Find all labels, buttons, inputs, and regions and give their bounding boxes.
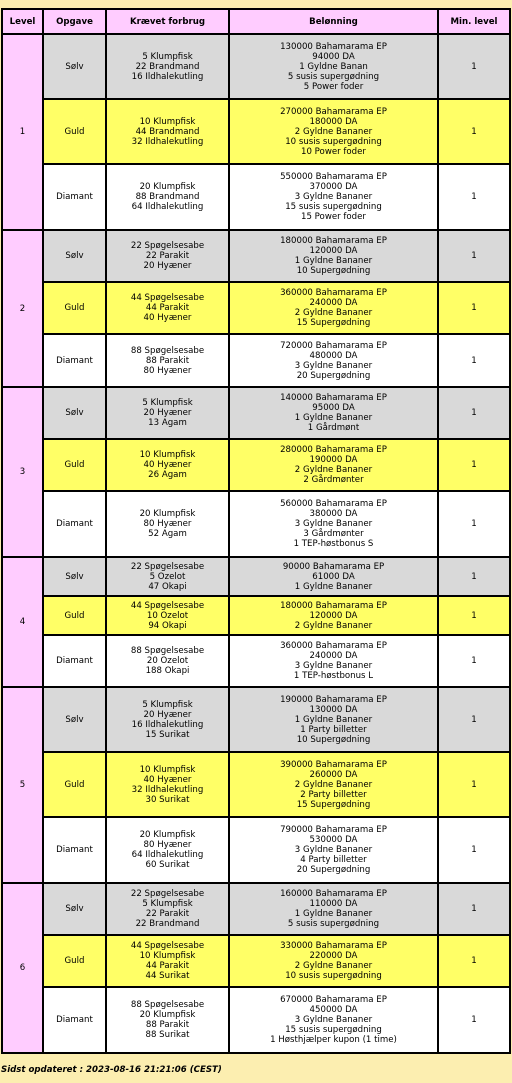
required-line: 47 Okapi	[148, 581, 187, 592]
required-cell	[106, 34, 229, 99]
required-line: 44 Brandmand	[135, 126, 200, 137]
task-cell: Sølv	[43, 883, 106, 935]
reward-line: 120000 DA	[309, 246, 358, 256]
table-body	[2, 34, 510, 1053]
required-cell	[106, 752, 229, 817]
required-line: 16 Ildhalekutling	[131, 719, 204, 730]
level-cell: 5	[2, 687, 43, 883]
reward-line: 450000 DA	[309, 1005, 358, 1015]
reward-line: 240000 DA	[309, 651, 358, 661]
reward-cell	[229, 99, 438, 164]
reward-line: 3 Gyldne Bananer	[294, 661, 373, 671]
reward-line: 3 Gyldne Bananer	[294, 519, 373, 529]
reward-line: 20 Supergødning	[296, 370, 371, 381]
min-level-cell: 1	[438, 99, 510, 164]
reward-line: 180000 Bahamarama EP	[280, 600, 387, 611]
last-updated: Sidst opdateret : 2023-08-16 21:21:06 (CEST)	[1, 1065, 222, 1075]
reward-line: 2 Gyldne Bananer	[294, 126, 373, 137]
level-cell: 3	[2, 387, 43, 557]
reward-line: 110000 DA	[309, 899, 358, 909]
min-level-cell: 1	[438, 596, 510, 635]
header-reward: Belønning	[229, 9, 438, 34]
reward-line: 270000 Bahamarama EP	[280, 106, 387, 117]
required-line: 188 Okapi	[145, 666, 190, 676]
table-row	[2, 817, 510, 883]
task-cell: Guld	[43, 99, 106, 164]
task-cell: Guld	[43, 752, 106, 817]
table-row	[2, 635, 510, 687]
required-line: 88 Spøgelsesabe	[130, 646, 205, 656]
task-cell: Sølv	[43, 687, 106, 752]
reward-line: 190000 Bahamarama EP	[280, 694, 387, 705]
required-line: 52 Agam	[148, 529, 187, 539]
table-row	[2, 164, 510, 230]
level-cell: 1	[2, 34, 43, 230]
required-line: 20 Hyæner	[143, 408, 192, 418]
reward-cell	[229, 491, 438, 557]
table-row	[2, 752, 510, 817]
quest-table-container	[1, 8, 511, 1054]
reward-line: 330000 Bahamarama EP	[280, 941, 387, 951]
reward-line: 1 Gyldne Bananer	[294, 909, 373, 919]
min-level-cell: 1	[438, 687, 510, 752]
table-row	[2, 491, 510, 557]
reward-line: 10 Power foder	[301, 146, 366, 157]
reward-cell	[229, 282, 438, 334]
reward-line: 3 Gyldne Bananer	[294, 192, 373, 202]
reward-cell	[229, 439, 438, 491]
required-cell	[106, 164, 229, 230]
reward-line: 1 Gyldne Bananer	[294, 714, 373, 725]
task-cell: Diamant	[43, 635, 106, 687]
task-cell: Guld	[43, 439, 106, 491]
reward-line: 180000 Bahamarama EP	[280, 236, 387, 246]
reward-line: 1 Gyldne Bananer	[294, 413, 373, 423]
required-line: 5 Klumpfisk	[142, 398, 193, 408]
required-line: 20 Klumpfisk	[139, 509, 196, 519]
reward-line: 1 TEP-høstbonus L	[293, 671, 374, 681]
level-cell: 6	[2, 883, 43, 1053]
required-line: 32 Ildhalekutling	[131, 784, 204, 795]
reward-cell	[229, 164, 438, 230]
reward-line: 260000 DA	[309, 769, 358, 780]
reward-cell	[229, 334, 438, 387]
required-cell	[106, 883, 229, 935]
min-level-cell: 1	[438, 34, 510, 99]
required-line: 80 Hyæner	[143, 365, 192, 376]
required-line: 5 Klumpfisk	[142, 699, 193, 710]
reward-line: 360000 Bahamarama EP	[280, 641, 387, 651]
required-line: 40 Hyæner	[143, 460, 192, 470]
reward-line: 280000 Bahamarama EP	[280, 445, 387, 455]
required-line: 88 Spøgelsesabe	[130, 1000, 205, 1010]
reward-line: 240000 DA	[309, 298, 358, 308]
required-line: 20 Hyæner	[143, 261, 192, 271]
required-line: 44 Parakit	[145, 303, 190, 313]
required-line: 26 Agam	[148, 470, 187, 480]
required-line: 20 Klumpfisk	[139, 1010, 196, 1020]
required-cell	[106, 99, 229, 164]
reward-line: 390000 Bahamarama EP	[280, 759, 387, 770]
required-line: 5 Klumpfisk	[142, 899, 193, 909]
table-row	[2, 557, 510, 596]
reward-line: 10 susis supergødning	[285, 136, 382, 147]
table-row	[2, 987, 510, 1053]
required-line: 88 Surikat	[145, 1030, 190, 1040]
required-line: 88 Brandmand	[135, 192, 200, 202]
header-required: Krævet forbrug	[106, 9, 229, 34]
reward-line: 15 Power foder	[301, 212, 366, 222]
required-line: 22 Spøgelsesabe	[130, 561, 205, 572]
reward-line: 3 Gårdmønter	[303, 529, 364, 539]
header-min-level: Min. level	[438, 9, 510, 34]
reward-line: 61000 DA	[312, 571, 355, 582]
level-cell: 4	[2, 557, 43, 687]
reward-line: 2 Gyldne Bananer	[294, 961, 373, 971]
required-line: 40 Hyæner	[143, 774, 192, 785]
table-row	[2, 883, 510, 935]
required-line: 20 Klumpfisk	[139, 182, 196, 192]
table-row	[2, 34, 510, 99]
reward-line: 1 Party billetter	[300, 724, 367, 735]
required-line: 13 Agam	[148, 418, 187, 428]
required-line: 10 Klumpfisk	[139, 116, 196, 127]
required-line: 44 Spøgelsesabe	[130, 941, 205, 951]
required-line: 80 Hyæner	[143, 519, 192, 529]
required-line: 44 Parakit	[145, 961, 190, 971]
reward-line: 10 Supergødning	[296, 734, 371, 745]
reward-line: 670000 Bahamarama EP	[280, 995, 387, 1005]
reward-line: 1 Gårdmønt	[307, 423, 360, 433]
reward-line: 15 susis supergødning	[285, 202, 382, 212]
reward-line: 5 susis supergødning	[287, 71, 380, 82]
required-line: 22 Brandmand	[135, 61, 200, 72]
required-line: 20 Ozelot	[146, 656, 189, 666]
required-line: 44 Surikat	[145, 971, 190, 981]
reward-line: 3 Gyldne Bananer	[294, 1015, 373, 1025]
reward-line: 130000 Bahamarama EP	[280, 41, 387, 52]
required-cell	[106, 687, 229, 752]
required-cell	[106, 387, 229, 439]
min-level-cell: 1	[438, 883, 510, 935]
required-cell	[106, 596, 229, 635]
required-line: 32 Ildhalekutling	[131, 136, 204, 147]
reward-line: 1 Gyldne Bananer	[294, 581, 373, 592]
reward-line: 2 Gyldne Bananer	[294, 620, 373, 631]
min-level-cell: 1	[438, 282, 510, 334]
required-line: 15 Surikat	[145, 729, 190, 740]
min-level-cell: 1	[438, 752, 510, 817]
required-line: 22 Spøgelsesabe	[130, 889, 205, 899]
reward-line: 720000 Bahamarama EP	[280, 340, 387, 351]
reward-cell	[229, 752, 438, 817]
task-cell: Diamant	[43, 164, 106, 230]
reward-line: 5 susis supergødning	[287, 919, 380, 929]
min-level-cell: 1	[438, 439, 510, 491]
required-line: 30 Surikat	[145, 794, 190, 805]
reward-cell	[229, 987, 438, 1053]
reward-line: 190000 DA	[309, 455, 358, 465]
reward-line: 1 TEP-høstbonus S	[293, 539, 374, 549]
required-cell	[106, 439, 229, 491]
required-line: 22 Spøgelsesabe	[130, 241, 205, 251]
required-line: 22 Brandmand	[135, 919, 200, 929]
reward-line: 130000 DA	[309, 704, 358, 715]
reward-cell	[229, 883, 438, 935]
required-line: 94 Okapi	[148, 620, 187, 631]
table-row	[2, 334, 510, 387]
min-level-cell: 1	[438, 935, 510, 987]
reward-line: 20 Supergødning	[296, 865, 371, 875]
required-line: 20 Hyæner	[143, 709, 192, 720]
reward-line: 2 Gyldne Bananer	[294, 308, 373, 318]
reward-line: 360000 Bahamarama EP	[280, 288, 387, 298]
reward-line: 10 susis supergødning	[285, 971, 382, 981]
quest-table	[1, 8, 511, 1054]
required-line: 10 Klumpfisk	[139, 450, 196, 460]
reward-line: 1 Gyldne Banan	[299, 61, 368, 72]
required-line: 80 Hyæner	[143, 840, 192, 850]
reward-cell	[229, 635, 438, 687]
required-cell	[106, 334, 229, 387]
task-cell: Diamant	[43, 817, 106, 883]
reward-line: 530000 DA	[309, 835, 358, 845]
task-cell: Diamant	[43, 334, 106, 387]
reward-line: 15 Supergødning	[296, 799, 371, 810]
reward-line: 90000 Bahamarama EP	[282, 561, 385, 572]
reward-line: 380000 DA	[309, 509, 358, 519]
reward-line: 2 Gyldne Bananer	[294, 779, 373, 790]
reward-line: 550000 Bahamarama EP	[280, 172, 387, 182]
required-line: 88 Parakit	[145, 1020, 190, 1030]
required-line: 64 Ildhalekutling	[131, 202, 204, 212]
table-row	[2, 687, 510, 752]
required-line: 5 Ozelot	[149, 571, 186, 582]
required-cell	[106, 491, 229, 557]
level-cell: 2	[2, 230, 43, 387]
task-cell: Sølv	[43, 230, 106, 282]
required-line: 16 Ildhalekutling	[131, 71, 204, 82]
required-cell	[106, 282, 229, 334]
required-line: 88 Spøgelsesabe	[130, 345, 205, 356]
required-line: 64 Ildhalekutling	[131, 850, 204, 860]
required-line: 40 Hyæner	[143, 313, 192, 323]
reward-cell	[229, 817, 438, 883]
required-line: 10 Klumpfisk	[139, 764, 196, 775]
required-cell	[106, 817, 229, 883]
reward-cell	[229, 557, 438, 596]
required-line: 20 Klumpfisk	[139, 830, 196, 840]
task-cell: Guld	[43, 935, 106, 987]
table-row	[2, 230, 510, 282]
task-cell: Guld	[43, 282, 106, 334]
table-row	[2, 596, 510, 635]
reward-line: 3 Gyldne Bananer	[294, 845, 373, 855]
table-row	[2, 99, 510, 164]
required-line: 44 Spøgelsesabe	[130, 600, 205, 611]
reward-cell	[229, 596, 438, 635]
min-level-cell: 1	[438, 557, 510, 596]
reward-line: 15 susis supergødning	[285, 1025, 382, 1035]
table-row	[2, 387, 510, 439]
min-level-cell: 1	[438, 491, 510, 557]
task-cell: Guld	[43, 596, 106, 635]
reward-line: 790000 Bahamarama EP	[280, 825, 387, 835]
table-row	[2, 439, 510, 491]
required-line: 22 Parakit	[145, 909, 190, 919]
required-cell	[106, 987, 229, 1053]
required-cell	[106, 635, 229, 687]
min-level-cell: 1	[438, 635, 510, 687]
reward-line: 10 Supergødning	[296, 266, 371, 276]
task-cell: Sølv	[43, 34, 106, 99]
required-line: 60 Surikat	[145, 860, 190, 870]
header-task: Opgave	[43, 9, 106, 34]
reward-cell	[229, 387, 438, 439]
reward-line: 480000 DA	[309, 350, 358, 361]
reward-line: 120000 DA	[309, 610, 358, 621]
reward-cell	[229, 687, 438, 752]
required-line: 44 Spøgelsesabe	[130, 293, 205, 303]
task-cell: Sølv	[43, 387, 106, 439]
reward-line: 94000 DA	[312, 51, 355, 62]
required-cell	[106, 935, 229, 987]
task-cell: Sølv	[43, 557, 106, 596]
reward-line: 160000 Bahamarama EP	[280, 889, 387, 899]
required-line: 10 Klumpfisk	[139, 951, 196, 961]
reward-line: 560000 Bahamarama EP	[280, 499, 387, 509]
min-level-cell: 1	[438, 230, 510, 282]
required-line: 5 Klumpfisk	[142, 51, 193, 62]
required-cell	[106, 230, 229, 282]
reward-line: 3 Gyldne Bananer	[294, 360, 373, 371]
reward-line: 370000 DA	[309, 182, 358, 192]
min-level-cell: 1	[438, 387, 510, 439]
reward-line: 2 Gyldne Bananer	[294, 465, 373, 475]
reward-line: 180000 DA	[309, 116, 358, 127]
reward-line: 5 Power foder	[303, 81, 364, 92]
reward-line: 2 Party billetter	[300, 789, 367, 800]
required-cell	[106, 557, 229, 596]
required-line: 10 Ozelot	[146, 610, 189, 621]
reward-line: 95000 DA	[312, 403, 355, 413]
reward-line: 220000 DA	[309, 951, 358, 961]
reward-line: 1 Høsthjælper kupon (1 time)	[270, 1035, 397, 1045]
reward-line: 15 Supergødning	[296, 318, 371, 328]
table-row	[2, 282, 510, 334]
required-line: 22 Parakit	[145, 251, 190, 261]
min-level-cell: 1	[438, 987, 510, 1053]
required-line: 88 Parakit	[145, 355, 190, 366]
task-cell: Diamant	[43, 987, 106, 1053]
reward-line: 4 Party billetter	[300, 855, 367, 865]
reward-line: 1 Gyldne Bananer	[294, 256, 373, 266]
min-level-cell: 1	[438, 334, 510, 387]
reward-cell	[229, 34, 438, 99]
reward-cell	[229, 935, 438, 987]
min-level-cell: 1	[438, 164, 510, 230]
task-cell: Diamant	[43, 491, 106, 557]
reward-line: 140000 Bahamarama EP	[280, 393, 387, 403]
reward-line: 2 Gårdmønter	[303, 475, 364, 485]
min-level-cell: 1	[438, 817, 510, 883]
header-level: Level	[2, 9, 43, 34]
header-row	[2, 9, 510, 34]
table-row	[2, 935, 510, 987]
reward-cell	[229, 230, 438, 282]
